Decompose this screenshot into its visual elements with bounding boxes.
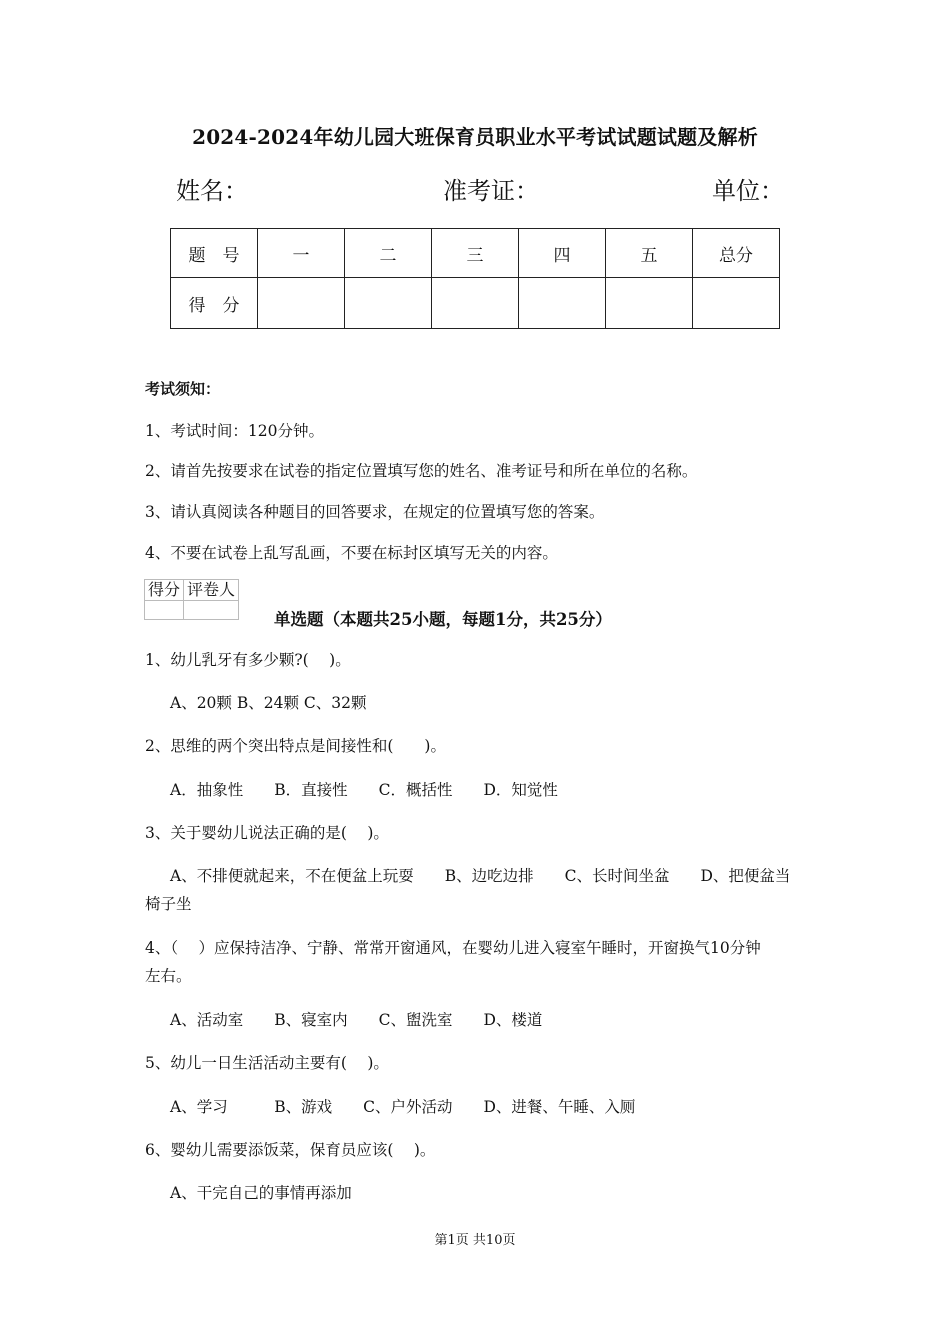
question-options: A．抽象性 B．直接性 C．概括性 D．知觉性 — [170, 781, 558, 799]
notice-item: 3、请认真阅读各种题目的回答要求，在规定的位置填写您的答案。 — [145, 503, 605, 521]
score-header-cell: 四 — [519, 229, 606, 278]
score-table — [170, 228, 780, 329]
score-input-cell[interactable] — [693, 278, 780, 329]
score-header-cell: 题 号 — [171, 229, 258, 278]
grader-reviewer-label: 评卷人 — [184, 580, 239, 601]
grader-reviewer-cell[interactable] — [184, 601, 239, 620]
score-row-label: 得 分 — [171, 278, 258, 329]
question-stem: 5、幼儿一日生活活动主要有( )。 — [145, 1054, 389, 1072]
question-stem: 3、关于婴幼儿说法正确的是( )。 — [145, 824, 389, 842]
notice-heading: 考试须知： — [145, 380, 221, 398]
section-heading: 单选题（本题共25小题，每题1分，共25分） — [274, 610, 612, 629]
score-header-cell: 五 — [606, 229, 693, 278]
name-label: 姓名： — [176, 177, 248, 205]
unit-label: 单位： — [712, 177, 784, 205]
score-input-cell[interactable] — [519, 278, 606, 329]
score-header-cell: 总分 — [693, 229, 780, 278]
question-stem: 4、（ ）应保持洁净、宁静、常常开窗通风，在婴幼儿进入寝室午睡时，开窗换气10分钟 — [145, 939, 761, 957]
question-stem-continued: 左右。 — [145, 967, 192, 985]
notice-item: 1、考试时间：120分钟。 — [145, 422, 324, 440]
document-title: 2024-2024年幼儿园大班保育员职业水平考试试题试题及解析 — [192, 125, 758, 149]
question-stem: 2、思维的两个突出特点是间接性和( )。 — [145, 737, 446, 755]
score-input-cell[interactable] — [345, 278, 432, 329]
notice-item: 2、请首先按要求在试卷的指定位置填写您的姓名、准考证号和所在单位的名称。 — [145, 462, 698, 480]
score-header-cell: 二 — [345, 229, 432, 278]
exam-id-label: 准考证： — [443, 177, 539, 205]
score-input-cell[interactable] — [606, 278, 693, 329]
notice-item: 4、不要在试卷上乱写乱画，不要在标封区填写无关的内容。 — [145, 544, 558, 562]
score-input-cell[interactable] — [258, 278, 345, 329]
grader-score-cell[interactable] — [145, 601, 184, 620]
score-table-score-row — [171, 278, 780, 329]
score-table-header-row — [171, 229, 780, 278]
score-input-cell[interactable] — [432, 278, 519, 329]
question-stem: 6、婴幼儿需要添饭菜，保育员应该( )。 — [145, 1141, 436, 1159]
question-options-continued: 椅子坐 — [145, 895, 192, 913]
question-options: A、不排便就起来，不在便盆上玩耍 B、边吃边排 C、长时间坐盆 D、把便盆当 — [170, 867, 791, 885]
grader-box — [144, 579, 239, 620]
question-options: A、活动室 B、寝室内 C、盥洗室 D、楼道 — [170, 1011, 543, 1029]
question-options: A、20颗 B、24颗 C、32颗 — [170, 694, 367, 712]
grader-score-label: 得分 — [145, 580, 184, 601]
question-stem: 1、幼儿乳牙有多少颗?( )。 — [145, 651, 351, 669]
page-footer: 第1页 共10页 — [434, 1233, 516, 1248]
score-header-cell: 三 — [432, 229, 519, 278]
question-options: A、学习 B、游戏 C、户外活动 D、进餐、午睡、入厕 — [170, 1098, 636, 1116]
score-header-cell: 一 — [258, 229, 345, 278]
question-options: A、干完自己的事情再添加 — [170, 1184, 352, 1202]
